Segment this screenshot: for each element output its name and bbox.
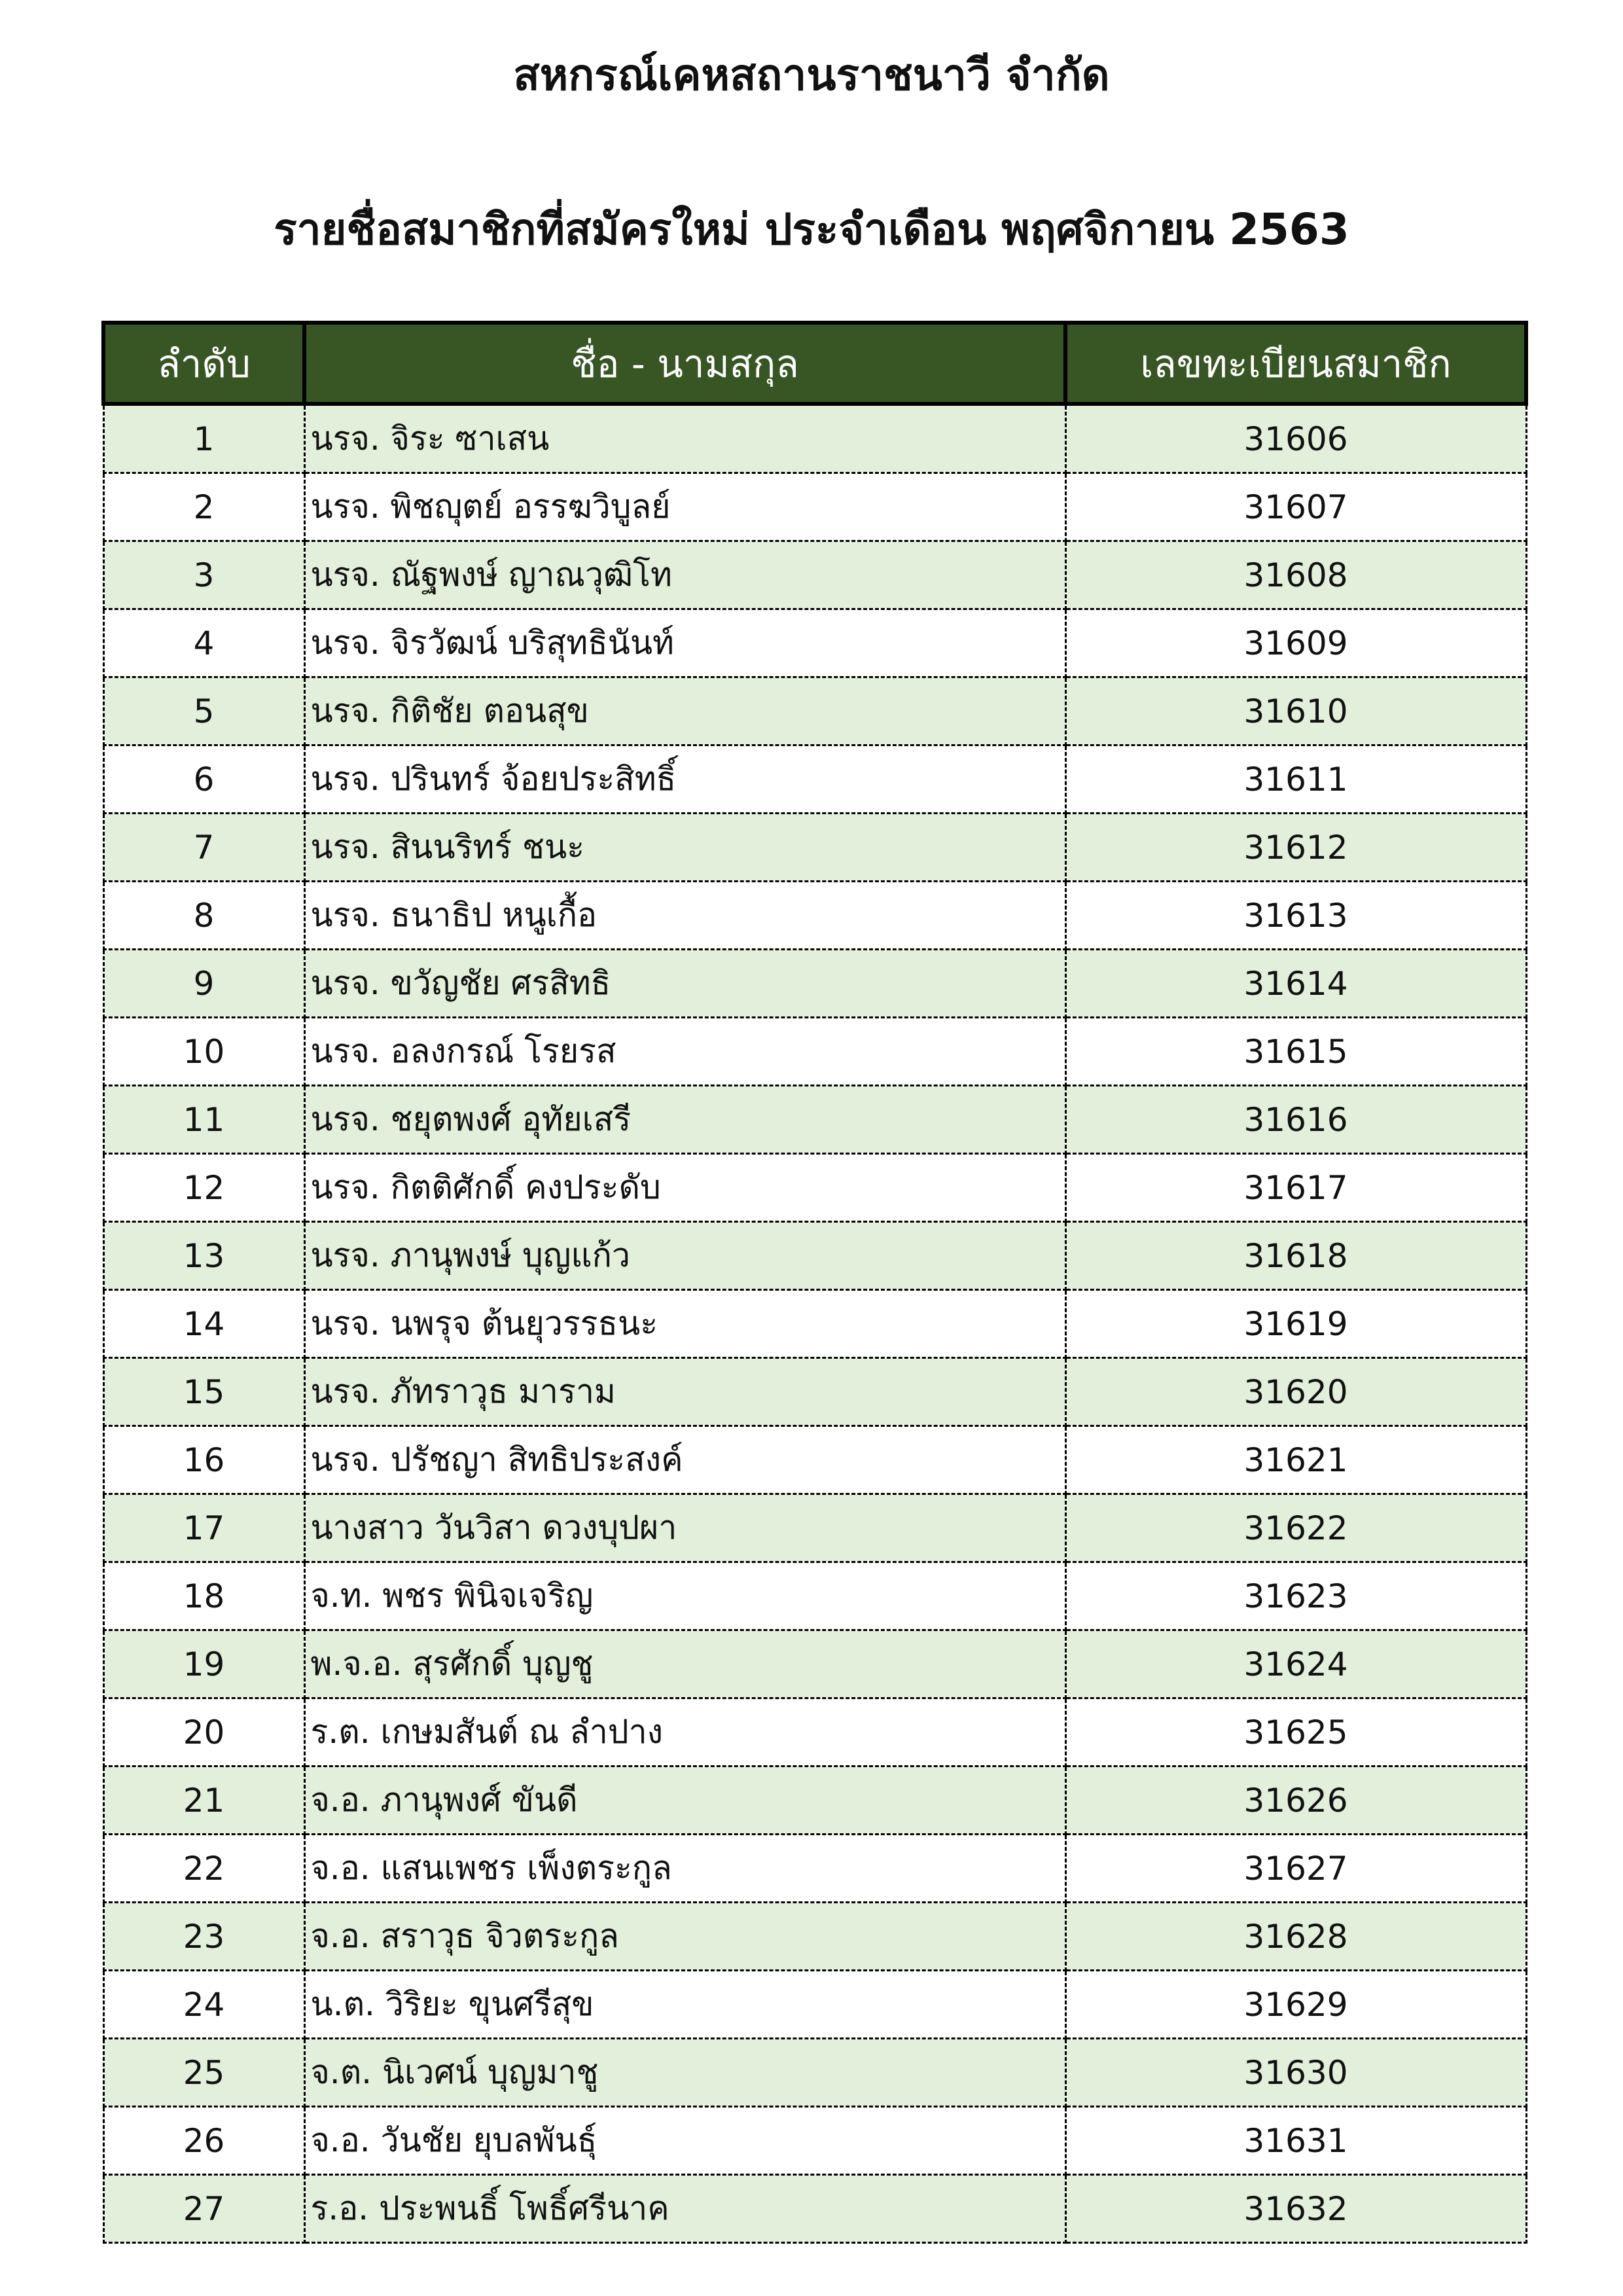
member-name-cell: ร.อ. ประพนธิ์ โพธิ์ศรีนาค <box>304 2175 1065 2243</box>
table-row <box>103 1971 1526 2039</box>
table-row <box>103 1154 1526 1222</box>
member-name-cell: นรจ. ภานุพงษ์ บุญแก้ว <box>304 1222 1065 1290</box>
member-name-cell: จ.อ. ภานุพงศ์ ขันดี <box>304 1767 1065 1835</box>
column-header-member-id: เลขทะเบียนสมาชิก <box>1065 323 1526 404</box>
row-number-cell: 20 <box>103 1698 304 1767</box>
member-id-cell: 31627 <box>1065 1835 1526 1903</box>
member-id-cell: 31621 <box>1065 1426 1526 1494</box>
member-name-cell: นรจ. จิรวัฒน์ บริสุทธินันท์ <box>304 609 1065 677</box>
table-row <box>103 1290 1526 1358</box>
table-row <box>103 677 1526 745</box>
table-row <box>103 814 1526 882</box>
member-id-cell: 31610 <box>1065 677 1526 745</box>
member-id-cell: 31624 <box>1065 1630 1526 1698</box>
member-id-cell: 31620 <box>1065 1358 1526 1426</box>
table-row <box>103 404 1526 473</box>
member-name-cell: นรจ. พิชญุตย์ อรรฆวิบูลย์ <box>304 473 1065 541</box>
document-subtitle: รายชื่อสมาชิกที่สมัครใหม่ ประจำเดือน พฤศจิกายน 2563 <box>274 204 1349 255</box>
table-row <box>103 1767 1526 1835</box>
row-number-cell: 14 <box>103 1290 304 1358</box>
row-number-cell: 21 <box>103 1767 304 1835</box>
table-row <box>103 2107 1526 2175</box>
member-name-cell: นรจ. ปรินทร์ จ้อยประสิทธิ์ <box>304 745 1065 814</box>
table-row <box>103 609 1526 677</box>
member-name-cell: จ.อ. วันชัย ยุบลพันธุ์ <box>304 2107 1065 2175</box>
member-id-cell: 31618 <box>1065 1222 1526 1290</box>
member-id-cell: 31623 <box>1065 1562 1526 1630</box>
row-number-cell: 27 <box>103 2175 304 2243</box>
member-id-cell: 31606 <box>1065 404 1526 473</box>
member-id-cell: 31607 <box>1065 473 1526 541</box>
member-name-cell: นรจ. ธนาธิป หนูเกื้อ <box>304 882 1065 950</box>
member-id-cell: 31611 <box>1065 745 1526 814</box>
row-number-cell: 26 <box>103 2107 304 2175</box>
member-id-cell: 31617 <box>1065 1154 1526 1222</box>
table-row <box>103 1630 1526 1698</box>
member-id-cell: 31608 <box>1065 541 1526 609</box>
member-name-cell: จ.อ. สราวุธ จิวตระกูล <box>304 1903 1065 1971</box>
row-number-cell: 24 <box>103 1971 304 2039</box>
table-row <box>103 1086 1526 1154</box>
member-name-cell: นรจ. ชยุตพงศ์ อุทัยเสรี <box>304 1086 1065 1154</box>
member-name-cell: นรจ. จิระ ซาเสน <box>304 404 1065 473</box>
member-table <box>101 321 1528 2244</box>
row-number-cell: 19 <box>103 1630 304 1698</box>
table-row <box>103 1698 1526 1767</box>
row-number-cell: 8 <box>103 882 304 950</box>
member-id-cell: 31615 <box>1065 1018 1526 1086</box>
table-row <box>103 1494 1526 1562</box>
member-name-cell: นรจ. ปรัชญา สิทธิประสงค์ <box>304 1426 1065 1494</box>
table-row <box>103 1835 1526 1903</box>
row-number-cell: 18 <box>103 1562 304 1630</box>
member-id-cell: 31609 <box>1065 609 1526 677</box>
table-row <box>103 950 1526 1018</box>
member-name-cell: นรจ. อลงกรณ์ โรยรส <box>304 1018 1065 1086</box>
member-name-cell: นรจ. ภัทราวุธ มาราม <box>304 1358 1065 1426</box>
member-name-cell: พ.จ.อ. สุรศักดิ์ บุญชู <box>304 1630 1065 1698</box>
table-row <box>103 1562 1526 1630</box>
row-number-cell: 22 <box>103 1835 304 1903</box>
member-name-cell: นางสาว วันวิสา ดวงบุปผา <box>304 1494 1065 1562</box>
table-row <box>103 2175 1526 2243</box>
member-id-cell: 31625 <box>1065 1698 1526 1767</box>
organization-title: สหกรณ์เคหสถานราชนาวี จำกัด <box>513 50 1110 100</box>
member-id-cell: 31630 <box>1065 2039 1526 2107</box>
member-id-cell: 31626 <box>1065 1767 1526 1835</box>
member-id-cell: 31622 <box>1065 1494 1526 1562</box>
row-number-cell: 9 <box>103 950 304 1018</box>
member-name-cell: จ.ท. พชร พินิจเจริญ <box>304 1562 1065 1630</box>
table-row <box>103 1426 1526 1494</box>
row-number-cell: 1 <box>103 404 304 473</box>
table-row <box>103 745 1526 814</box>
member-name-cell: จ.อ. แสนเพชร เพ็งตระกูล <box>304 1835 1065 1903</box>
table-row <box>103 1018 1526 1086</box>
row-number-cell: 6 <box>103 745 304 814</box>
row-number-cell: 5 <box>103 677 304 745</box>
member-name-cell: น.ต. วิริยะ ขุนศรีสุข <box>304 1971 1065 2039</box>
member-name-cell: นรจ. กิติชัย ตอนสุข <box>304 677 1065 745</box>
row-number-cell: 17 <box>103 1494 304 1562</box>
member-id-cell: 31629 <box>1065 1971 1526 2039</box>
member-id-cell: 31631 <box>1065 2107 1526 2175</box>
row-number-cell: 3 <box>103 541 304 609</box>
row-number-cell: 13 <box>103 1222 304 1290</box>
member-id-cell: 31619 <box>1065 1290 1526 1358</box>
row-number-cell: 7 <box>103 814 304 882</box>
row-number-cell: 15 <box>103 1358 304 1426</box>
member-name-cell: นรจ. กิตติศักดิ์ คงประดับ <box>304 1154 1065 1222</box>
row-number-cell: 16 <box>103 1426 304 1494</box>
member-id-cell: 31616 <box>1065 1086 1526 1154</box>
table-row <box>103 1358 1526 1426</box>
table-row <box>103 1903 1526 1971</box>
table-row <box>103 882 1526 950</box>
member-id-cell: 31613 <box>1065 882 1526 950</box>
member-id-cell: 31614 <box>1065 950 1526 1018</box>
member-name-cell: นรจ. ขวัญชัย ศรสิทธิ <box>304 950 1065 1018</box>
row-number-cell: 11 <box>103 1086 304 1154</box>
member-id-cell: 31628 <box>1065 1903 1526 1971</box>
row-number-cell: 12 <box>103 1154 304 1222</box>
table-row <box>103 2039 1526 2107</box>
table-row <box>103 473 1526 541</box>
member-name-cell: นรจ. ณัฐพงษ์ ญาณวุฒิโท <box>304 541 1065 609</box>
member-id-cell: 31632 <box>1065 2175 1526 2243</box>
table-header-row <box>103 323 1526 404</box>
row-number-cell: 2 <box>103 473 304 541</box>
table-row <box>103 541 1526 609</box>
member-id-cell: 31612 <box>1065 814 1526 882</box>
row-number-cell: 4 <box>103 609 304 677</box>
member-name-cell: ร.ต. เกษมสันต์ ณ ลำปาง <box>304 1698 1065 1767</box>
column-header-number: ลำดับ <box>103 323 304 404</box>
row-number-cell: 10 <box>103 1018 304 1086</box>
member-name-cell: นรจ. สินนริทร์ ชนะ <box>304 814 1065 882</box>
table-row <box>103 1222 1526 1290</box>
member-name-cell: จ.ต. นิเวศน์ บุญมาชู <box>304 2039 1065 2107</box>
member-name-cell: นรจ. นพรุจ ต้นยุวรรธนะ <box>304 1290 1065 1358</box>
row-number-cell: 25 <box>103 2039 304 2107</box>
column-header-name: ชื่อ - นามสกุล <box>304 323 1065 404</box>
row-number-cell: 23 <box>103 1903 304 1971</box>
